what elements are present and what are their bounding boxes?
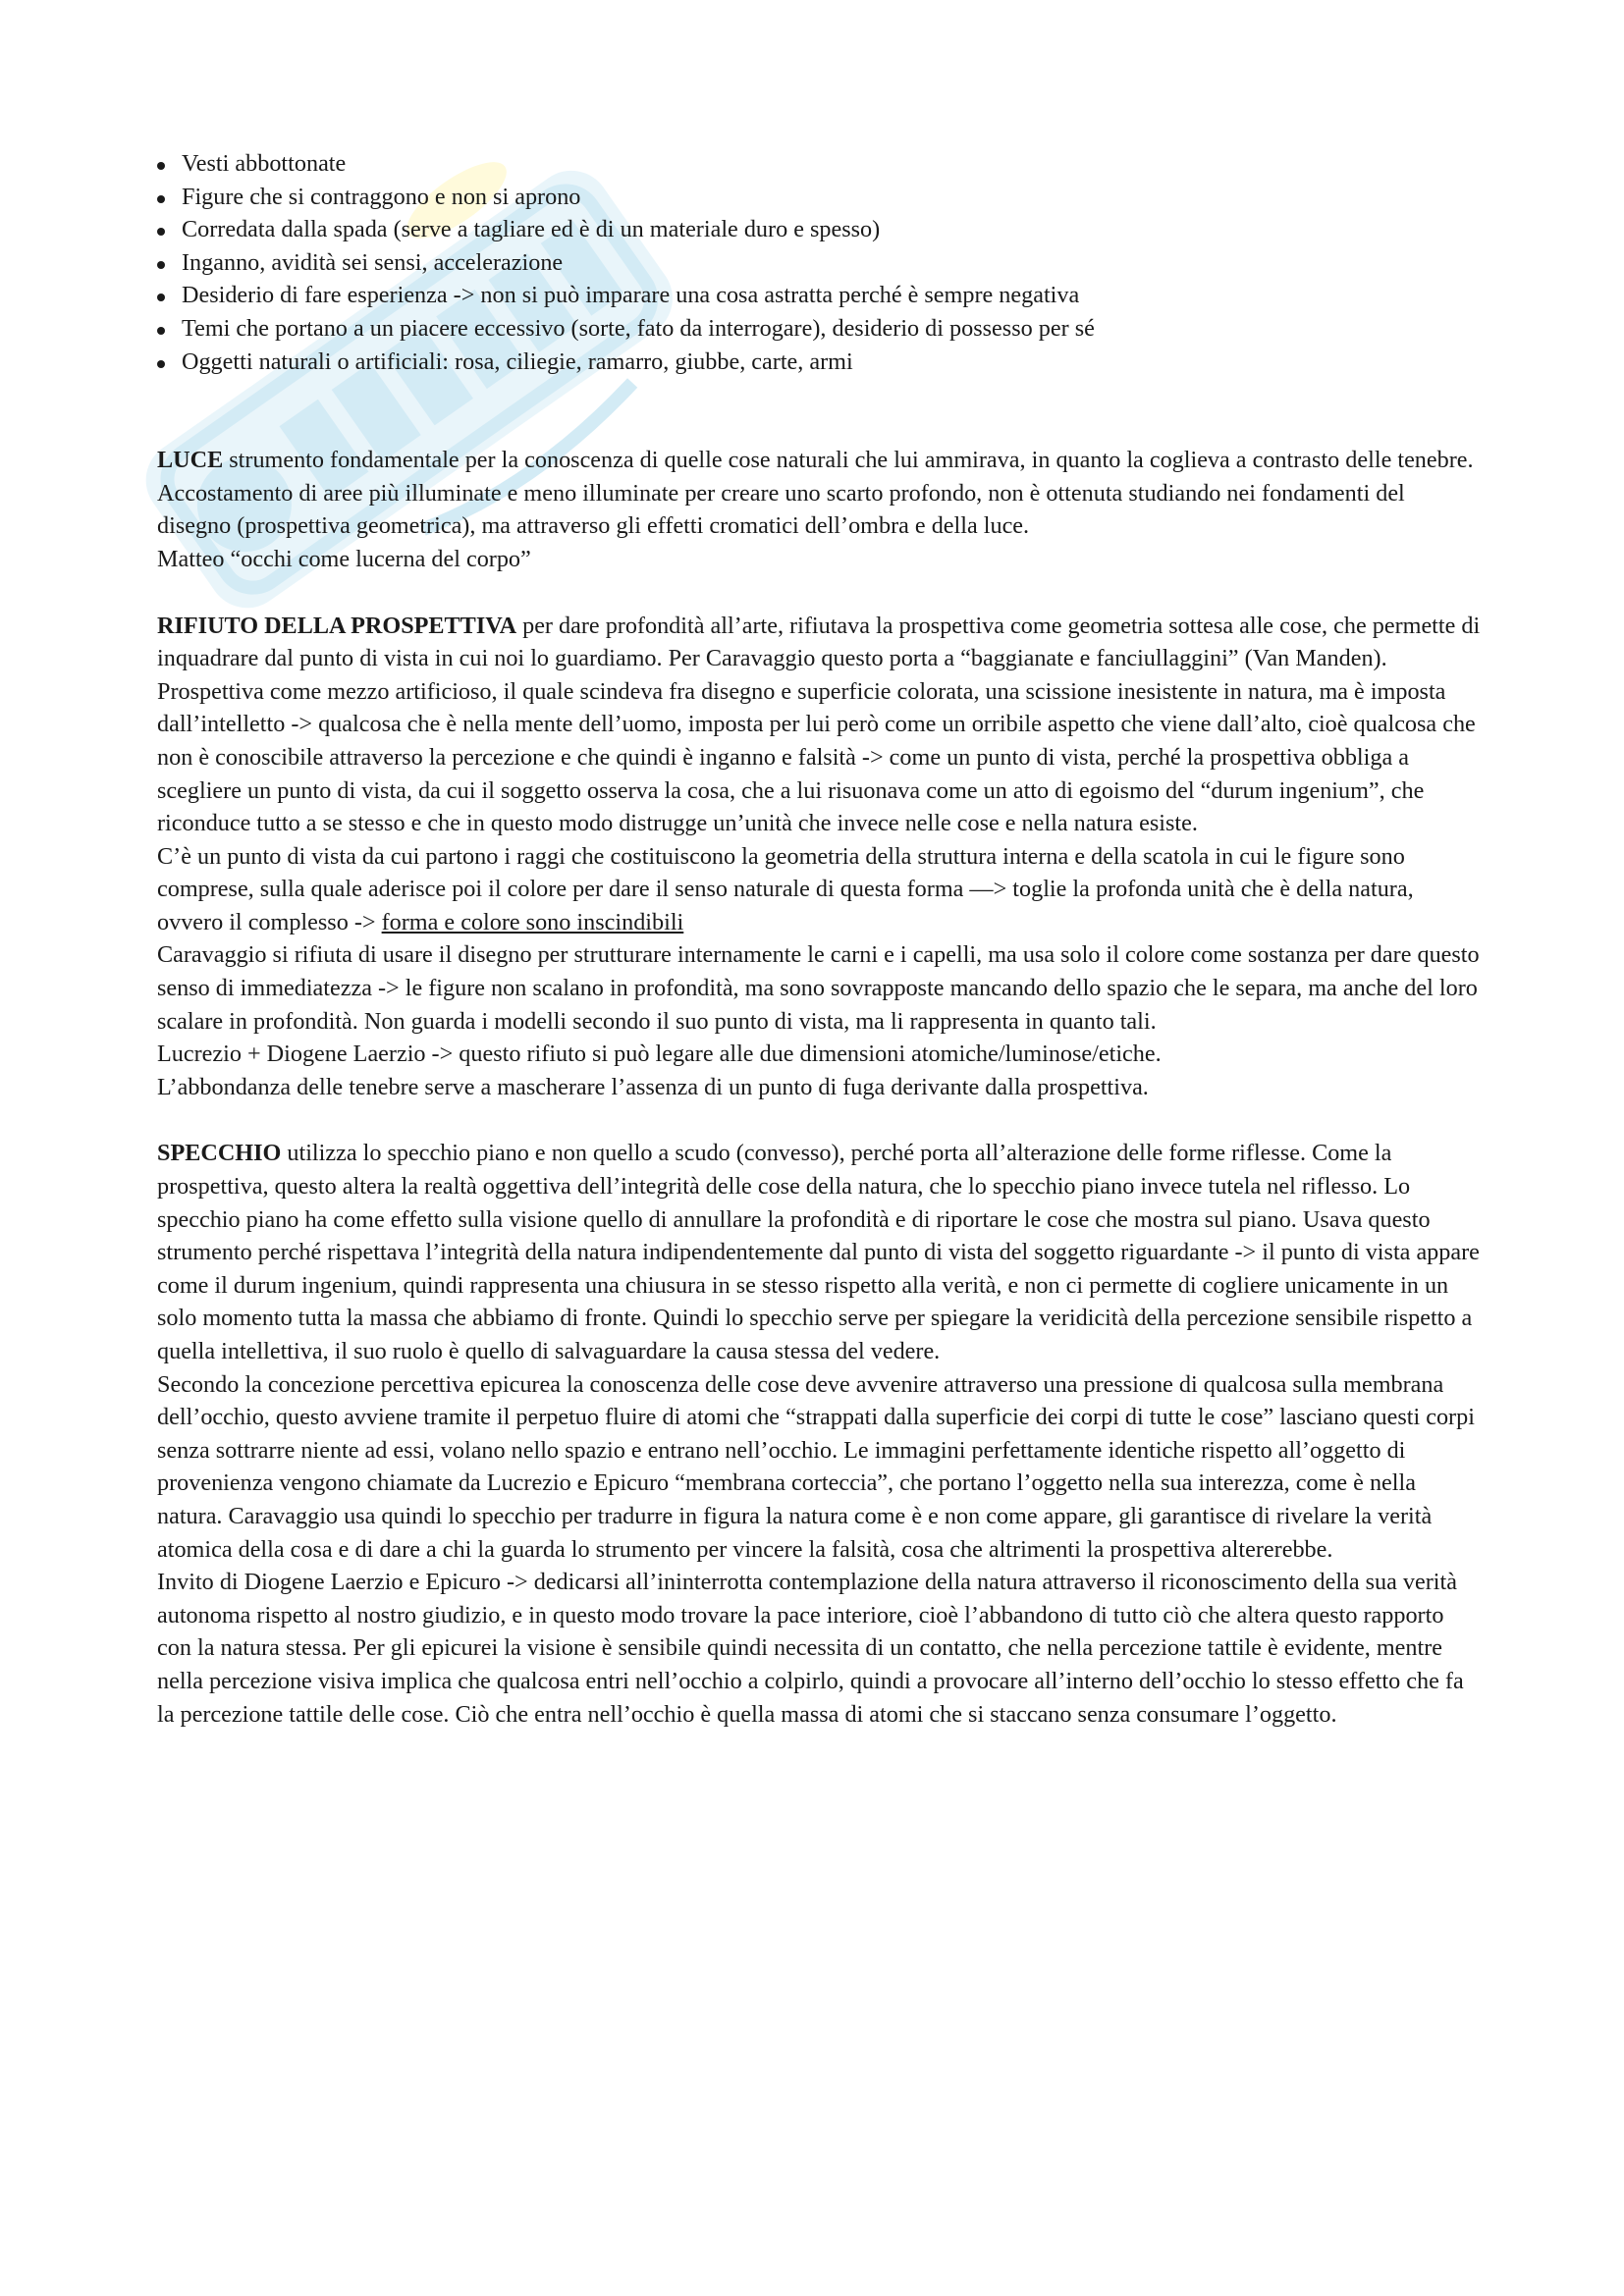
section-prospettiva — [157, 610, 1483, 1104]
list-item: Oggetti naturali o artificiali: rosa, ciliegie, ramarro, giubbe, carte, armi — [157, 346, 1483, 379]
list-item: Vesti abbottonate — [157, 147, 1483, 181]
prospettiva-paragraph-4: Lucrezio + Diogene Laerzio -> questo rifiuto si può legare alle due dimensioni atomiche/luminose/etiche. — [157, 1041, 1162, 1068]
underlined-text: forma e colore sono inscindibili — [381, 908, 684, 935]
specchio-paragraph-2: Secondo la concezione percettiva epicurea la conoscenza delle cose deve avvenire attraverso una pressione di qualcosa sulla membrana dell’occhio, questo avviene tramite il perpetuo fluire di atomi che “strappati dalla superficie dei corpi di tutte le cose” lasciano questi corpi senza sottrarre niente ad essi, volano nello spazio e entrano nell’occhio. Le immagini perfettamente identiche rispetto all’oggetto di provenienza vengono chiamate da Lucrezio e Epicuro “membrana corteccia”, che portano l’oggetto nella sua interezza, come è nella natura. Caravaggio usa quindi lo specchio per tradurre in figura la natura come è e non come appare, gli garantisce di rivelare la verità atomica della cosa e di dare a chi la guarda lo strumento per vincere la falsità, cosa che altrimenti la prospettiva altererebbe. — [157, 1370, 1475, 1563]
specchio-paragraph: SPECCHIO utilizza lo specchio piano e non quello a scudo (convesso), perché porta all’alterazione delle forme riflesse. Come la prospettiva, questo altera la realtà oggettiva dell’integrità delle cose della natura, che lo specchio piano invece tutela nel riflesso. Lo specchio piano ha come effetto sulla visione quello di annullare la profondità e di riportare le cose che mostra sul piano. Usava questo strumento perché rispettava l’integrità della natura indipendentemente dal punto di vista del soggetto riguardante -> il punto di vista appare come il durum ingenium, quindi rappresenta una chiusura in se stesso rispetto alla verità, e non ci permette di cogliere unicamente in un solo momento tutta la massa che abbiamo di fronte. Quindi lo specchio serve per spiegare la veridicità della percezione sensibile rispetto a quella intellettiva, il suo ruolo è quello di salvaguardare la causa stessa del vedere. — [157, 1140, 1480, 1364]
prospettiva-heading: RIFIUTO DELLA PROSPETTIVA — [157, 612, 517, 639]
list-item: Inganno, avidità sei sensi, accelerazione — [157, 246, 1483, 280]
bullet-icon — [157, 228, 165, 236]
list-item: Figure che si contraggono e non si aprono — [157, 181, 1483, 214]
section-specchio — [157, 1137, 1483, 1731]
bullet-list — [157, 147, 1483, 378]
prospettiva-paragraph-2: C’è un punto di vista da cui partono i raggi che costituiscono la geometria della struttura interna e della scatola in cui le figure sono comprese, sulla quale aderisce poi il colore per dare il senso naturale di questa forma —> toglie la profonda unità che è della natura, ovvero il complesso -> forma e colore sono inscindibili — [157, 842, 1414, 935]
document-body — [157, 147, 1483, 1731]
prospettiva-paragraph-5: L’abbondanza delle tenebre serve a mascherare l’assenza di un punto di fuga derivante dalla prospettiva. — [157, 1073, 1149, 1100]
bullet-icon — [157, 261, 165, 269]
list-item: Corredata dalla spada (serve a tagliare ed è di un materiale duro e spesso) — [157, 213, 1483, 246]
section-luce — [157, 444, 1483, 575]
luce-quote: Matteo “occhi come lucerna del corpo” — [157, 545, 531, 572]
list-item: Temi che portano a un piacere eccessivo (sorte, fato da interrogare), desiderio di possesso per sé — [157, 312, 1483, 346]
prospettiva-paragraph: RIFIUTO DELLA PROSPETTIVA per dare profondità all’arte, rifiutava la prospettiva come geometria sottesa alle cose, che permette di inquadrare dal punto di vista in cui noi lo guardiamo. Per Caravaggio questo porta a “baggianate e fanciullaggini” (Van Manden). Prospettiva come mezzo artificioso, il quale scindeva fra disegno e superficie colorata, una scissione inesistente in natura, ma è imposta dall’intelletto -> qualcosa che è nella mente dell’uomo, imposta per lui però come un orribile aspetto che viene dall’alto, cioè qualcosa che non è conoscibile attraverso la percezione e che quindi è inganno e falsità -> come un punto di vista, perché la prospettiva obbliga a scegliere un punto di vista, da cui il soggetto osserva la cosa, che a lui risuonava come un atto di egoismo del “durum ingenium”, che riconduce tutto a se stesso e che in questo modo distrugge un’unità che invece nelle cose e nella natura esiste. — [157, 612, 1481, 837]
bullet-icon — [157, 360, 165, 368]
bullet-icon — [157, 195, 165, 203]
bullet-icon — [157, 294, 165, 301]
prospettiva-paragraph-3: Caravaggio si rifiuta di usare il disegno per strutturare internamente le carni e i capelli, ma usa solo il colore come sostanza per dare questo senso di immediatezza -> le figure non scalano in profondità, ma sono sovrapposte mancando dello spazio che le separa, ma anche del loro scalare in profondità. Non guarda i modelli secondo il suo punto di vista, ma li rappresenta in quanto tali. — [157, 941, 1480, 1035]
list-item: Desiderio di fare esperienza -> non si può imparare una cosa astratta perché è sempre negativa — [157, 279, 1483, 312]
bullet-icon — [157, 162, 165, 170]
luce-paragraph: LUCE strumento fondamentale per la conoscenza di quelle cose naturali che lui ammirava, in quanto la coglieva a contrasto delle tenebre. Accostamento di aree più illuminate e meno illuminate per creare uno scarto profondo, non è ottenuta studiando nei fondamenti del disegno (prospettiva geometrica), ma attraverso gli effetti cromatici dell’ombra e della luce. — [157, 447, 1474, 540]
specchio-heading: SPECCHIO — [157, 1140, 282, 1167]
bullet-icon — [157, 327, 165, 335]
luce-heading: LUCE — [157, 447, 224, 474]
specchio-paragraph-3: Invito di Diogene Laerzio e Epicuro -> dedicarsi all’ininterrotta contemplazione della natura attraverso il riconoscimento della sua verità autonoma rispetto al nostro giudizio, e in questo modo trovare la pace interiore, cioè l’abbandono di tutto ciò che altera questo rapporto con la natura stessa. Per gli epicurei la visione è sensibile quindi necessita di un contatto, che nella percezione tattile è evidente, mentre nella percezione visiva implica che qualcosa entri nell’occhio a colpirlo, quindi a provocare all’interno dell’occhio lo stesso effetto che fa la percezione tattile delle cose. Ciò che entra nell’occhio è quella massa di atomi che si staccano senza consumare l’oggetto. — [157, 1569, 1464, 1728]
